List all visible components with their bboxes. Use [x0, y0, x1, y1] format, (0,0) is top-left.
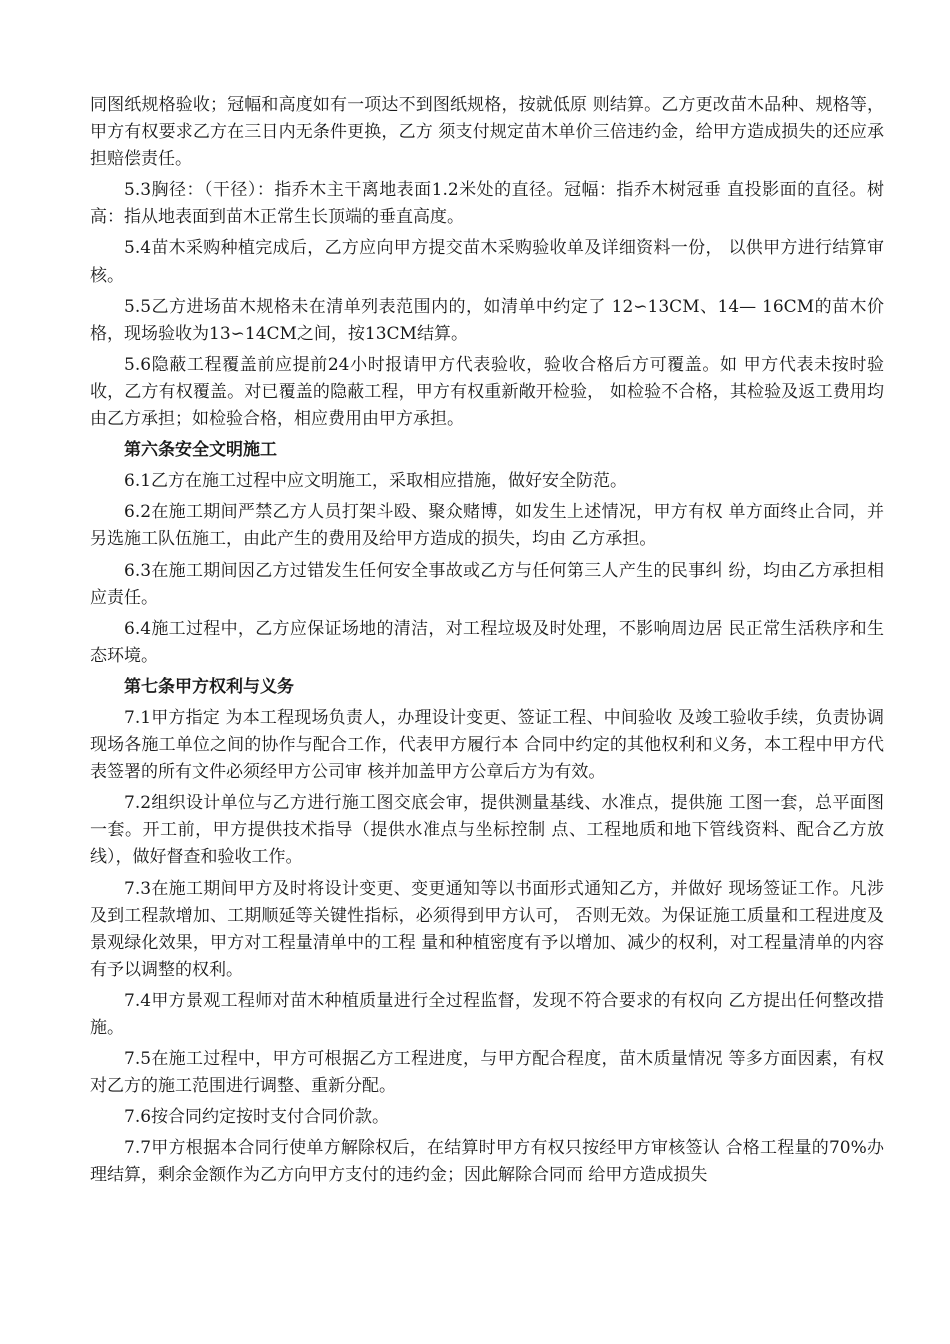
paragraph-7-6: 7.6按合同约定按时支付合同价款。 [124, 1107, 390, 1128]
paragraph-7-4: 7.4甲方景观工程师对苗木种植质量进行全过程监督，发现不符合要求的有权向 乙方提出任何整改措施。 [90, 990, 885, 1038]
paragraph-6-2: 6.2在施工期间严禁乙方人员打架斗殴、聚众赌博，如发生上述情况，甲方有权 单方面终止合同，并另选施工队伍施工，由此产生的费用及给甲方造成的损失，均由 乙方承担。 [90, 502, 885, 550]
paragraph-5-2-continued: 同图纸规格验收；冠幅和高度如有一项达不到图纸规格，按就低原 则结算。乙方更改苗木品种、规格等，甲方有权要求乙方在三日内无条件更换，乙方 须支付规定苗木单价三倍违约金，给甲方造成损失的还应承担赔偿责任。 [90, 95, 884, 170]
paragraph-6-4: 6.4施工过程中，乙方应保证场地的清洁，对工程垃圾及时处理，不影响周边居 民正常生活秩序和生态环境。 [90, 618, 885, 666]
paragraph-7-2: 7.2组织设计单位与乙方进行施工图交底会审，提供测量基线、水准点，提供施 工图一套，总平面图一套。开工前，甲方提供技术指导（提供水准点与坐标控制 点、工程地质和地下管线资料、配合乙方放线），做好督查和验收工作。 [90, 793, 885, 868]
section-heading-6: 第六条安全文明施工 [124, 440, 277, 461]
paragraph-7-3: 7.3在施工期间甲方及时将设计变更、变更通知等以书面形式通知乙方，并做好 现场签证工作。凡涉及到工程款增加、工期顺延等关键性指标，必须得到甲方认可， 否则无效。为保证施工质量和工程进度及景观绿化效果，甲方对工程量清单中的工程 量和种植密度有予以增加、减少的权利，对工程量清单的内容有予以调整的权利。 [90, 878, 885, 980]
paragraph-5-4: 5.4苗木采购种植完成后，乙方应向甲方提交苗木采购验收单及详细资料一份， 以供甲方进行结算审核。 [90, 238, 885, 286]
document-page [90, 92, 884, 1194]
paragraph-6-3: 6.3在施工期间因乙方过错发生任何安全事故或乙方与任何第三人产生的民事纠 纷，均由乙方承担相应责任。 [90, 560, 885, 608]
section-heading-7: 第七条甲方权利与义务 [124, 676, 294, 697]
paragraph-7-7: 7.7甲方根据本合同行使单方解除权后，在结算时甲方有权只按经甲方审核签认 合格工程量的70%办理结算，剩余金额作为乙方向甲方支付的违约金；因此解除合同而 给甲方造成损失 [90, 1138, 884, 1186]
paragraph-5-5: 5.5乙方进场苗木规格未在清单列表范围内的，如清单中约定了 12∽13CM、14— 16CM的苗木价格，现场验收为13∽14CM之间，按13CM结算。 [90, 296, 884, 344]
paragraph-5-3: 5.3胸径：（干径）：指乔木主干离地表面1.2米处的直径。冠幅：指乔木树冠垂 直投影面的直径。树高：指从地表面到苗木正常生长顶端的垂直高度。 [90, 180, 884, 228]
paragraph-5-6: 5.6隐蔽工程覆盖前应提前24小时报请甲方代表验收，验收合格后方可覆盖。如 甲方代表未按时验收，乙方有权覆盖。对已覆盖的隐蔽工程，甲方有权重新敞开检验， 如检验不合格，其检验及返工费用均由乙方承担；如检验合格，相应费用由甲方承担。 [90, 354, 884, 430]
paragraph-6-1: 6.1乙方在施工过程中应文明施工，采取相应措施，做好安全防范。 [124, 471, 628, 492]
paragraph-7-5: 7.5在施工过程中，甲方可根据乙方工程进度，与甲方配合程度，苗木质量情况 等多方面因素，有权对乙方的施工范围进行调整、重新分配。 [90, 1049, 885, 1097]
paragraph-7-1: 7.1甲方指定 为本工程现场负责人，办理设计变更、签证工程、中间验收 及竣工验收手续，负责协调现场各施工单位之间的协作与配合工作，代表甲方履行本 合同中约定的其他权利和义务，本工程中甲方代表签署的所有文件必须经甲方公司审 核并加盖甲方公章后方为有效。 [90, 707, 884, 783]
